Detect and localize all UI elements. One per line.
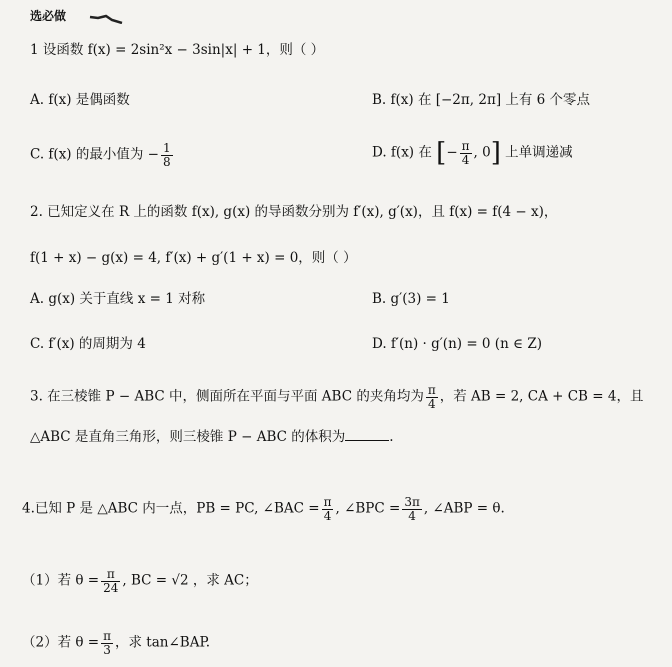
q4-part2-text: （2）若 θ = <box>22 634 100 651</box>
fraction-numerator: π <box>427 383 436 397</box>
q4-stem-tail: , ∠ABP = θ. <box>423 500 505 517</box>
q3-line2-text: △ABC 是直角三角形，则三棱锥 P − ABC 的体积为 <box>30 429 346 445</box>
q3-line1-text: 3. 在三棱锥 P − ABC 中，侧面所在平面与平面 ABC 的夹角均为 <box>30 388 424 405</box>
fraction-denominator: 24 <box>103 580 119 595</box>
q1-option-c <box>30 142 175 168</box>
q1-option-c-text: C. f(x) 的最小值为 − <box>30 146 159 163</box>
fraction-denominator: 8 <box>162 154 171 169</box>
q4-stem <box>22 496 505 522</box>
q1-stem: 1 设函数 f(x) = 2sin²x − 3sin|x| + 1，则（ ） <box>30 42 325 58</box>
q1-option-a: A. f(x) 是偶函数 <box>30 92 130 108</box>
left-bracket: [ <box>436 138 447 169</box>
fraction-numerator: 3π <box>404 495 420 509</box>
q3-line2 <box>30 428 394 445</box>
q3-period: . <box>389 429 394 445</box>
q4-part2-tail: ，求 tan∠BAP. <box>115 634 211 651</box>
q4-fraction-bpc <box>402 496 422 522</box>
q1-option-d-fraction <box>460 140 472 166</box>
q4-part1 <box>22 568 258 594</box>
q1-option-d-text: D. f(x) 在 <box>372 144 432 161</box>
q2-option-b: B. g′(3) = 1 <box>372 291 450 307</box>
q3-line1 <box>30 384 643 410</box>
q2-option-d: D. f′(n) · g′(n) = 0 (n ∈ Z) <box>372 336 542 352</box>
fraction-numerator: π <box>461 139 470 153</box>
q1-option-b: B. f(x) 在 [−2π, 2π] 上有 6 个零点 <box>372 92 591 108</box>
q1-option-d-tail: 上单调递减 <box>505 144 573 161</box>
q4-part1-text: （1）若 θ = <box>22 572 100 589</box>
neg-sign: − <box>446 144 458 161</box>
fraction-numerator: π <box>323 495 332 509</box>
q4-fraction-bac <box>322 496 334 522</box>
fraction-numerator: 1 <box>162 141 171 155</box>
fraction-denominator: 4 <box>461 152 470 167</box>
fraction-denominator: 4 <box>323 508 332 523</box>
q4-part2 <box>22 630 210 656</box>
q4-part2-fraction <box>101 630 113 656</box>
q3-angle-fraction <box>426 384 438 410</box>
section-title: 选必做 <box>30 9 67 23</box>
right-bracket: ] <box>490 138 501 169</box>
q4-part1-fraction <box>101 568 120 594</box>
q1-option-c-fraction <box>161 142 173 168</box>
q4-part1-tail: , BC = √2 ，求 AC； <box>122 572 258 589</box>
fraction-numerator: π <box>101 568 120 582</box>
q4-stem-text: 4.已知 P 是 △ABC 内一点，PB = PC, ∠BAC = <box>22 500 320 517</box>
q2-option-a: A. g(x) 关于直线 x = 1 对称 <box>30 291 206 307</box>
fraction-denominator: 4 <box>427 396 436 411</box>
pen-scribble-mark <box>88 14 124 24</box>
answer-blank[interactable] <box>345 428 389 441</box>
q3-line1-tail: ，若 AB = 2, CA + CB = 4，且 <box>439 388 644 405</box>
interval-end: , 0 <box>473 144 491 161</box>
q1-option-d <box>372 138 573 169</box>
q4-stem-mid: , ∠BPC = <box>335 500 401 517</box>
q2-stem-line1: 2. 已知定义在 R 上的函数 f(x), g(x) 的导函数分别为 f′(x), g′(x)，且 f(x) = f(4 − x)， <box>30 204 558 220</box>
fraction-denominator: 3 <box>103 642 111 657</box>
q2-option-c: C. f′(x) 的周期为 4 <box>30 336 146 352</box>
fraction-numerator: π <box>103 629 112 643</box>
fraction-denominator: 4 <box>408 508 416 523</box>
q2-stem-line2: f(1 + x) − g(x) = 4, f′(x) + g′(1 + x) = 0，则（ ） <box>30 250 357 266</box>
